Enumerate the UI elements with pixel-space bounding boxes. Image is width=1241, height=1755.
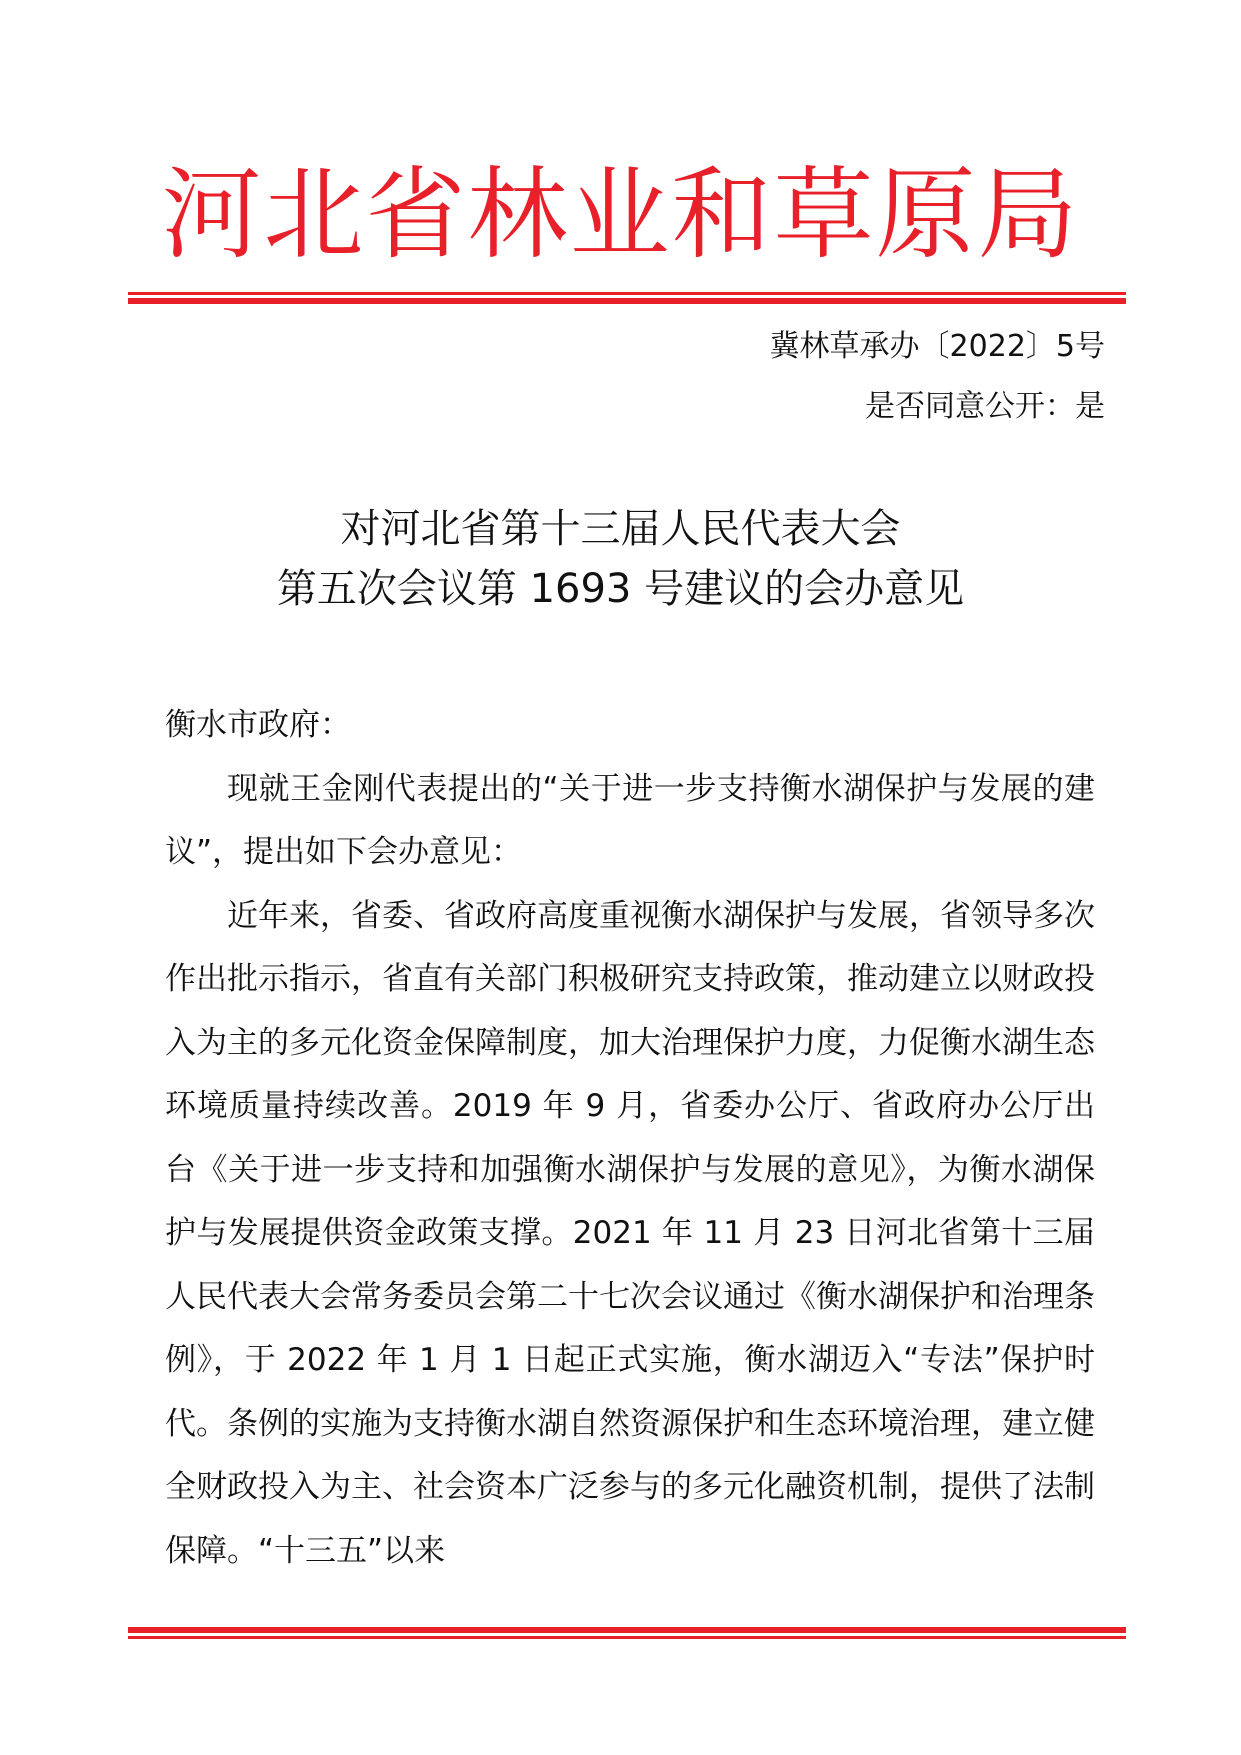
footer-divider-thin-line [128, 1636, 1126, 1639]
doc-number: 冀林草承办〔2022〕5号 [769, 329, 1105, 364]
org-title: 河北省林业和草原局 [161, 156, 1080, 273]
doc-heading-line-2: 第五次会议第 1693 号建议的会办意见 [276, 566, 965, 612]
paragraph-1: 现就王金刚代表提出的“关于进一步支持衡水湖保护与发展的建议”，提出如下会办意见： [165, 770, 1095, 870]
header-divider [128, 292, 1126, 304]
salutation: 衡水市政府： [165, 707, 351, 743]
body-text [165, 694, 1095, 1583]
footer-divider [128, 1627, 1126, 1639]
doc-heading-line-1: 对河北省第十三届人民代表大会 [340, 506, 901, 552]
public-flag: 是否同意公开：是 [865, 389, 1105, 424]
header-divider-thick-line [128, 298, 1126, 304]
paragraph-2: 近年来，省委、省政府高度重视衡水湖保护与发展，省领导多次作出批示指示，省直有关部门积极研究支持政策，推动建立以财政投入为主的多元化资金保障制度，加大治理保护力度，力促衡水湖生态环境质量持续改善。2019 年 9 月，省委办公厅、省政府办公厅出台《关于进一步支持和加强衡水湖保护与发展的意见》，为衡水湖保护与发展提供资金政策支撑。2021 年 11 月 23 日河北省第十三届人民代表大会常务委员会第二十七次会议通过《衡水湖保护和治理条例》，于 2022 年 1 月 1 日起正式实施，衡水湖迈入“专法”保护时代。条例的实施为支持衡水湖自然资源保护和生态环境治理，建立健全财政投入为主、社会资本广泛参与的多元化融资机制，提供了法制保障。“十三五”以来 [165, 897, 1095, 1569]
